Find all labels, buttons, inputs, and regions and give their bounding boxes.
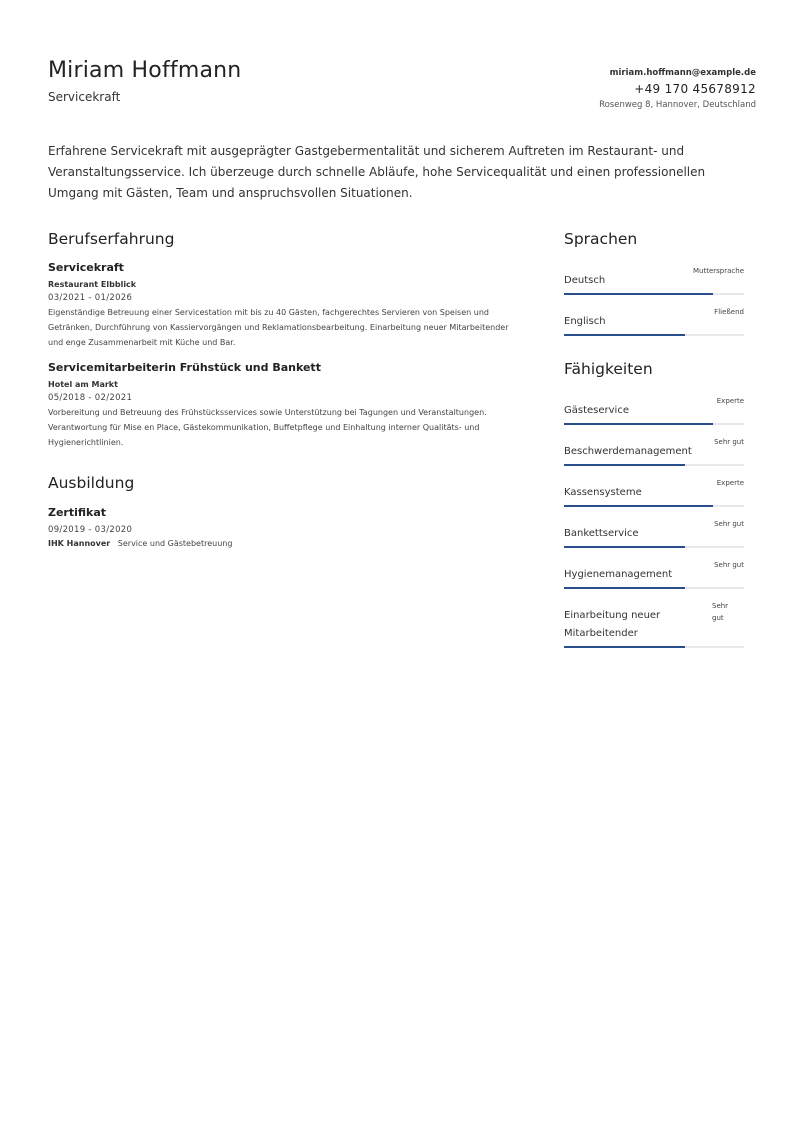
skill-level: Experte xyxy=(716,479,744,487)
job-entry xyxy=(48,361,518,450)
skill-item xyxy=(564,433,744,466)
skill-name: Gästeservice xyxy=(564,405,629,416)
skill-level: Sehr gut xyxy=(714,520,744,528)
skill-level-bar xyxy=(564,587,744,589)
job-company: Restaurant Elbblick xyxy=(48,280,137,289)
language-level: Muttersprache xyxy=(693,267,744,275)
education-heading: Ausbildung xyxy=(48,474,135,492)
postal-address: Rosenweg 8, Hannover, Deutschland xyxy=(599,100,756,110)
main-column xyxy=(48,230,518,551)
education-entry xyxy=(48,506,518,551)
education-title: Zertifikat xyxy=(48,506,107,519)
language-level-bar xyxy=(564,334,744,336)
contact-block xyxy=(599,67,756,112)
skill-level-fill xyxy=(564,423,713,425)
education-details xyxy=(48,537,518,551)
skill-item xyxy=(564,392,744,425)
job-company: Hotel am Markt xyxy=(48,380,118,389)
skill-name: Hygienemanagement xyxy=(564,569,673,580)
skill-level-bar xyxy=(564,423,744,425)
language-name: Englisch xyxy=(564,316,606,327)
language-level: Fließend xyxy=(714,308,744,316)
skill-level-fill xyxy=(564,646,685,648)
skills-heading: Fähigkeiten xyxy=(564,360,653,378)
skill-level-fill xyxy=(564,546,685,548)
skill-name: Bankettservice xyxy=(564,528,639,539)
job-dates: 05/2018 - 02/2021 xyxy=(48,393,133,403)
skill-level-fill xyxy=(564,464,685,466)
language-level-fill xyxy=(564,334,685,336)
skill-level-bar xyxy=(564,464,744,466)
education-dates: 09/2019 - 03/2020 xyxy=(48,525,133,535)
side-column xyxy=(564,230,744,656)
skill-item xyxy=(564,474,744,507)
language-name: Deutsch xyxy=(564,275,606,286)
skill-name: Kassensysteme xyxy=(564,487,642,498)
skill-level: Sehr gut xyxy=(714,438,744,446)
experience-section xyxy=(48,230,518,450)
candidate-title: Servicekraft xyxy=(48,90,121,104)
languages-section xyxy=(564,230,744,336)
skill-level-bar xyxy=(564,646,744,648)
job-entry xyxy=(48,261,518,350)
skill-level-bar xyxy=(564,505,744,507)
skill-item xyxy=(564,556,744,589)
language-level-bar xyxy=(564,293,744,295)
language-level-fill xyxy=(564,293,713,295)
skill-level-bar xyxy=(564,546,744,548)
job-title: Servicekraft xyxy=(48,261,124,274)
phone-number[interactable]: +49 170 45678912 xyxy=(634,82,756,96)
language-item xyxy=(564,262,744,295)
education-field: Service und Gästebetreuung xyxy=(117,539,233,548)
skill-item xyxy=(564,597,744,648)
email-address[interactable]: miriam.hoffmann@example.de xyxy=(609,68,756,78)
skills-list xyxy=(564,392,744,648)
skill-item xyxy=(564,515,744,548)
skill-level-fill xyxy=(564,505,713,507)
languages-list xyxy=(564,262,744,336)
job-description: Vorbereitung und Betreuung des Frühstücksservices sowie Unterstützung bei Tagungen und Veranstaltungen. Verantwortung für Mise en Place, Gästekommunikation, Buffetpflege und Einhaltung interner Qualitäts- und Hygienerichtlinien. xyxy=(48,408,487,447)
languages-heading: Sprachen xyxy=(564,230,638,248)
skill-level: Sehr gut xyxy=(714,561,744,569)
skill-level: Experte xyxy=(716,397,744,405)
experience-heading: Berufserfahrung xyxy=(48,230,175,248)
skill-name: Einarbeitung neuer Mitarbeitender xyxy=(564,610,661,639)
job-dates: 03/2021 - 01/2026 xyxy=(48,293,133,303)
language-item xyxy=(564,303,744,336)
skill-name: Beschwerdemanagement xyxy=(564,446,692,457)
education-institution: IHK Hannover xyxy=(48,539,111,548)
job-title: Servicemitarbeiterin Frühstück und Bankett xyxy=(48,361,321,374)
job-description: Eigenständige Betreuung einer Servicestation mit bis zu 40 Gästen, fachgerechtes Servieren von Speisen und Getränken, Durchführung von Kassiervorgängen und Reklamationsbearbeitung. Einarbeitung neuer Mitarbeitender und enge Zusammenarbeit mit Küche und Bar. xyxy=(48,308,509,347)
skills-section xyxy=(564,360,744,648)
candidate-name: Miriam Hoffmann xyxy=(48,58,242,83)
skill-level: Sehr gut xyxy=(712,602,729,622)
profile-summary: Erfahrene Servicekraft mit ausgeprägter Gastgebermentalität und sicherem Auftreten im Restaurant- und Veranstaltungsservice. Ich überzeuge durch schnelle Abläufe, hohe Servicequalität und einen professionellen Umgang mit Gästen, Team und anspruchsvollen Situationen. xyxy=(48,144,706,200)
skill-level-fill xyxy=(564,587,685,589)
education-section xyxy=(48,474,518,551)
